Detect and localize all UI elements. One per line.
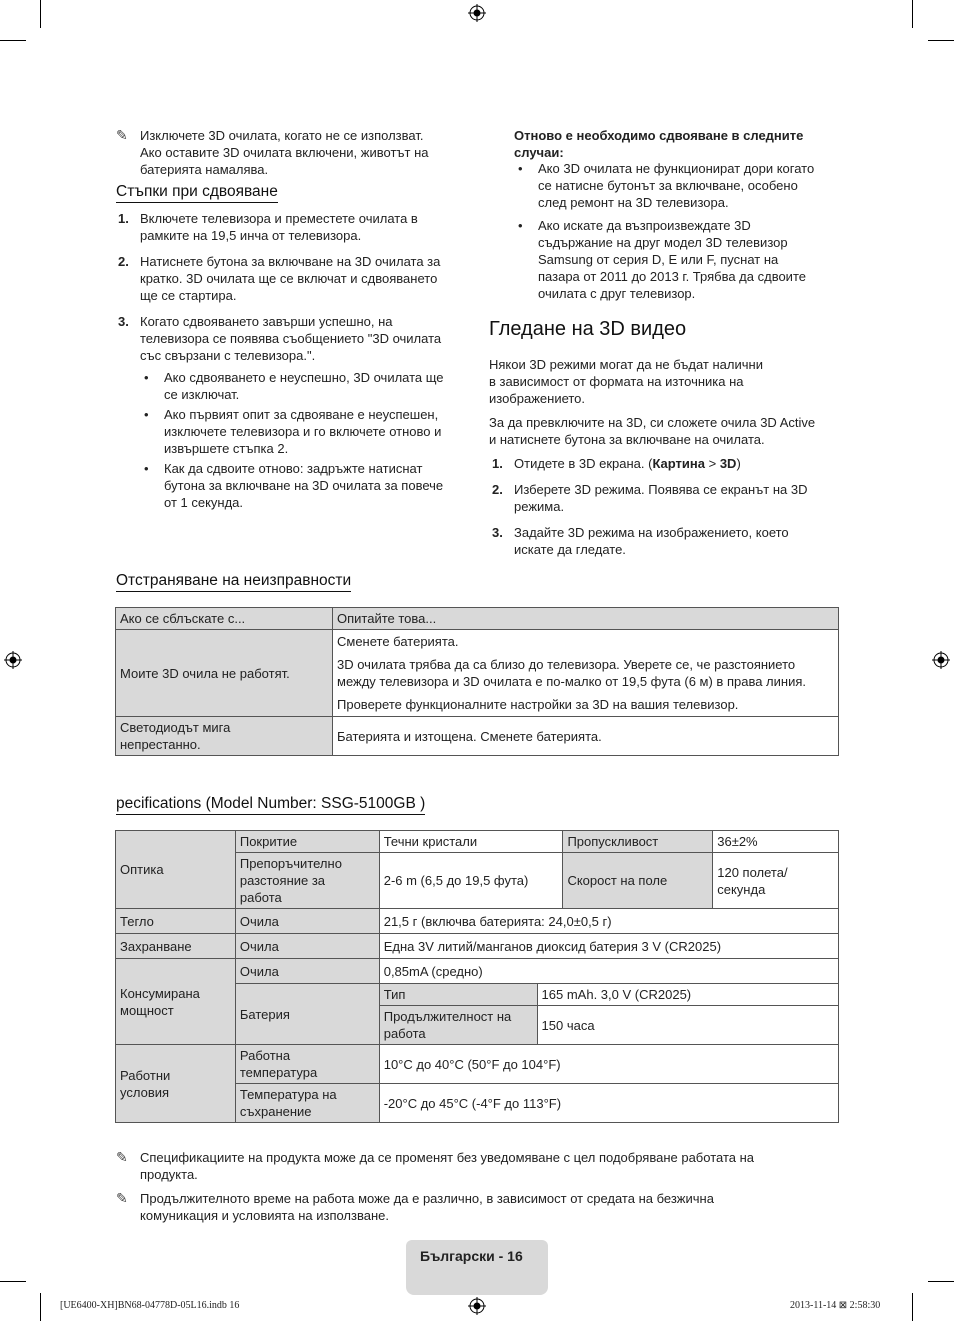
list-item: 3. Задайте 3D режима на изображението, което искате да гледате. bbox=[492, 525, 789, 557]
table-cell: Покритие bbox=[235, 831, 379, 853]
table-cell: Пропускливост bbox=[563, 831, 713, 853]
crop-mark bbox=[928, 40, 954, 41]
table-cell: Тип bbox=[379, 984, 537, 1006]
crop-mark bbox=[40, 0, 41, 28]
registration-mark-icon bbox=[4, 651, 22, 669]
pencil-note-icon: ✎ bbox=[116, 127, 128, 143]
list-item: • Как да сдвоите отново: задръжте натиснат бутона за включване на 3D очилата за повече от 1 секунда. bbox=[144, 461, 444, 510]
registration-mark-icon bbox=[468, 4, 486, 22]
table-cell: Очила bbox=[235, 909, 379, 934]
list-item: 3. Когато сдвояването завърши успешно, на телевизора се появява съобщението "3D очилата със свързани с телевизора.". bbox=[118, 314, 442, 363]
table-row bbox=[116, 630, 839, 717]
table-cell: 10°C до 40°C (50°F до 104°F) bbox=[379, 1045, 838, 1084]
page-number: Български - 16 bbox=[420, 1248, 523, 1264]
table-cell: Сменете батерията. 3D очилата трябва да са близо до телевизора. Уверете се, че разстоянието между телевизора и 3D очилата е по-малко от 19,5 фута (6 м) в права линия. Проверете функционалните настройки за 3D на вашия телевизор. bbox=[333, 630, 839, 717]
crop-mark bbox=[0, 40, 26, 41]
crop-mark bbox=[40, 1293, 41, 1321]
pairing-heading: Стъпки при сдвояване bbox=[116, 183, 278, 203]
table-cell: Температура на съхранение bbox=[235, 1084, 379, 1123]
table-cell: Оптика bbox=[116, 831, 236, 909]
list-item: 1. Отидете в 3D екрана. (Картина > 3D) bbox=[492, 456, 741, 471]
table-row bbox=[116, 1045, 839, 1084]
table-row bbox=[116, 831, 839, 853]
troubleshooting-table bbox=[115, 607, 839, 756]
list-item: • Ако 3D очилата не функционират дори когато се натисне бутонът за включване, особено след ремонт на 3D телевизора. bbox=[518, 161, 815, 210]
list-item: 2. Натиснете бутона за включване на 3D очилата за кратко. 3D очилата ще се включат и сдвояването ще се стартира. bbox=[118, 254, 441, 303]
crop-mark bbox=[912, 1293, 913, 1321]
table-cell: Една 3V литий/манганов диоксид батерия 3 V (CR2025) bbox=[379, 934, 838, 959]
specifications-table bbox=[115, 830, 839, 1123]
table-header: Опитайте това... bbox=[333, 608, 839, 630]
table-cell: Светодиодът мига непрестанно. bbox=[116, 717, 333, 756]
watch-3d-heading: Гледане на 3D видео bbox=[489, 318, 687, 340]
table-cell: -20°C до 45°C (-4°F до 113°F) bbox=[379, 1084, 838, 1123]
pencil-note-icon: ✎ bbox=[116, 1190, 128, 1206]
list-item: • Ако първият опит за сдвояване е неуспешен, изключете телевизора и го включете отново и извършете стъпка 2. bbox=[144, 407, 442, 456]
bullet-icon: • bbox=[518, 218, 523, 233]
print-slug-right: 2013-11-14 ⊠ 2:58:30 bbox=[790, 1300, 881, 1311]
bullet-icon: • bbox=[144, 370, 149, 385]
list-item: • Ако сдвояването е неуспешно, 3D очилата ще се изключат. bbox=[144, 370, 444, 402]
table-cell: Течни кристали bbox=[379, 831, 563, 853]
table-cell: 0,85mA (средно) bbox=[379, 959, 838, 984]
table-cell: Моите 3D очила не работят. bbox=[116, 630, 333, 717]
table-row bbox=[116, 934, 839, 959]
table-cell: 165 mAh. 3,0 V (CR2025) bbox=[537, 984, 838, 1006]
list-item: 1. Включете телевизора и преместете очилата в рамките на 19,5 инча от телевизора. bbox=[118, 211, 418, 243]
table-cell: 2-6 m (6,5 до 19,5 фута) bbox=[379, 853, 563, 909]
bullet-icon: • bbox=[144, 461, 149, 476]
table-header-row bbox=[116, 608, 839, 630]
table-cell: Препоръчително разстояние за работа bbox=[235, 853, 379, 909]
repair-heading: Отново е необходимо сдвояване в следните случаи: bbox=[514, 128, 804, 160]
table-cell: 120 полета/ секунда bbox=[713, 853, 839, 909]
repair-bullets bbox=[514, 160, 854, 305]
table-cell: Продължителност на работа bbox=[379, 1006, 537, 1045]
bullet-icon: • bbox=[518, 161, 523, 176]
crop-mark bbox=[0, 1281, 26, 1282]
pairing-bullets bbox=[140, 369, 470, 514]
troubleshooting-heading: Отстраняване на неизправности bbox=[116, 572, 351, 592]
battery-note: ✎ Изключете 3D очилата, когато не се използват. Ако оставите 3D очилата включени, животът на батерията намалява. bbox=[116, 127, 429, 177]
table-row bbox=[116, 717, 839, 756]
list-item: • Ако искате да възпроизвеждате 3D съдържание на друг модел 3D телевизор Samsung от серия D, E или F, пуснат на пазара от 2011 до 2013 г. Трябва да сдвоите очилата с друг телевизор. bbox=[518, 218, 806, 301]
crop-mark bbox=[928, 1281, 954, 1282]
pencil-note-icon: ✎ bbox=[116, 1149, 128, 1165]
table-cell: Захранване bbox=[116, 934, 236, 959]
spec-change-note: ✎ Спецификациите на продукта може да се променят без уведомяване с цел подобряване работата на продукта. bbox=[116, 1149, 755, 1182]
operating-time-note: ✎ Продължителното време на работа може да е различно, в зависимост от средата на безжична комуникация и условията на използване. bbox=[116, 1190, 714, 1223]
table-cell: 21,5 г (включва батерията: 24,0±0,5 г) bbox=[379, 909, 838, 934]
table-cell: Очила bbox=[235, 934, 379, 959]
table-cell: Батерията и изтощена. Сменете батерията. bbox=[333, 717, 839, 756]
watch-steps bbox=[490, 455, 840, 567]
table-cell: 150 часа bbox=[537, 1006, 838, 1045]
crop-mark bbox=[912, 0, 913, 28]
page-number-tab bbox=[406, 1240, 548, 1295]
table-cell: Очила bbox=[235, 959, 379, 984]
table-cell: Скорост на поле bbox=[563, 853, 713, 909]
registration-mark-icon bbox=[932, 651, 950, 669]
table-cell: Работни условия bbox=[116, 1045, 236, 1123]
table-cell: Работна температура bbox=[235, 1045, 379, 1084]
pairing-steps bbox=[116, 210, 466, 373]
list-item: 2. Изберете 3D режима. Появява се екранът на 3D режима. bbox=[492, 482, 808, 514]
table-row bbox=[116, 959, 839, 984]
table-cell: Батерия bbox=[235, 984, 379, 1045]
table-cell: 36±2% bbox=[713, 831, 839, 853]
bullet-icon: • bbox=[144, 407, 149, 422]
table-cell: Тегло bbox=[116, 909, 236, 934]
registration-mark-icon bbox=[468, 1297, 486, 1315]
print-slug-left: [UE6400-XH]BN68-04778D-05L16.indb 16 bbox=[60, 1300, 240, 1311]
specifications-heading: pecifications (Model Number: SSG-5100GB ) bbox=[116, 795, 425, 815]
table-row bbox=[116, 909, 839, 934]
table-header: Ако се сблъскате с... bbox=[116, 608, 333, 630]
watch-paragraph-1: Някои 3D режими могат да не бъдат налични в зависимост от формата на източника на изображението. bbox=[489, 357, 763, 406]
table-cell: Консумирана мощност bbox=[116, 959, 236, 1045]
watch-paragraph-2: За да превключите на 3D, си сложете очила 3D Active и натиснете бутона за включване на очилата. bbox=[489, 415, 816, 447]
